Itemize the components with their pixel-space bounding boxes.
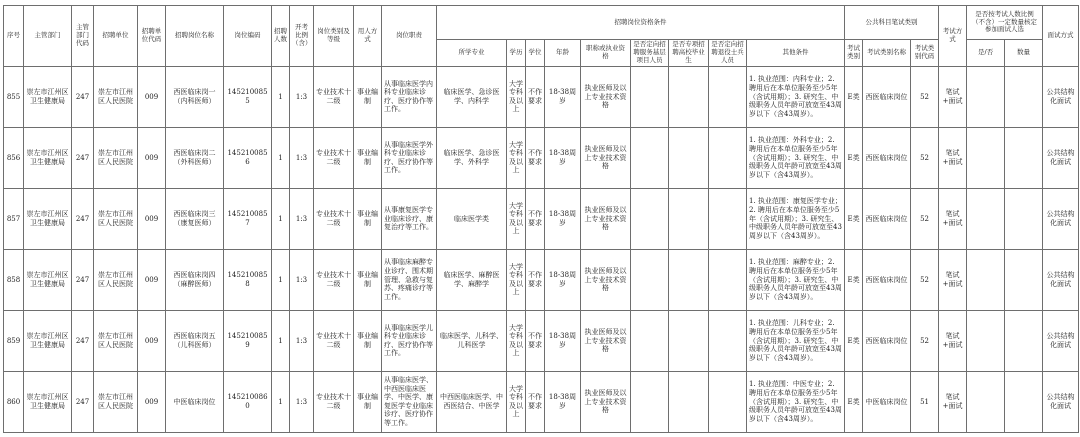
cell-yesno <box>967 127 1005 188</box>
cell-degree: 不作要求 <box>526 249 545 310</box>
cell-major: 临床医学、麻醉医学、麻醉学 <box>437 249 507 310</box>
col-dept-code-header: 主管部门代码 <box>72 6 94 67</box>
cell-yesno <box>967 66 1005 127</box>
cell-q3 <box>709 310 747 371</box>
cell-yesno <box>967 371 1005 432</box>
cell-post-name: 西医临床岗三（康复医师） <box>166 188 224 249</box>
cell-yesno <box>967 310 1005 371</box>
cell-seq: 860 <box>4 371 24 432</box>
table-row <box>4 188 1079 249</box>
col-nature-header: 用人方式 <box>354 6 382 67</box>
cell-unit: 崇左市江州区人民医院 <box>94 188 138 249</box>
cell-major: 临床医学、急诊医学、内科学 <box>437 66 507 127</box>
cell-yesno <box>967 188 1005 249</box>
col-count-header: 招聘人数 <box>272 6 290 67</box>
cell-method: 笔试+面试 <box>939 127 967 188</box>
cell-seq: 858 <box>4 249 24 310</box>
cell-dept-code: 247 <box>72 310 94 371</box>
cell-method: 笔试+面试 <box>939 310 967 371</box>
table-row <box>4 371 1079 432</box>
col-interview-header: 面试方式 <box>1043 6 1079 67</box>
cell-method: 笔试+面试 <box>939 66 967 127</box>
cell-title: 执业医师及以上专业技术资格 <box>581 188 631 249</box>
col-exam-cat-header: 考试类别 <box>845 40 863 67</box>
cell-ratio: 1:3 <box>290 66 314 127</box>
cell-ratio: 1:3 <box>290 310 314 371</box>
exam-group-header: 公共科目笔试类别 <box>845 6 939 40</box>
cell-post-code: 1452100859 <box>224 310 272 371</box>
col-post-code-header: 岗位编码 <box>224 6 272 67</box>
cell-post-level: 专业技术十二级 <box>314 371 354 432</box>
cell-duty: 从事康复医学专业临床诊疗、康复治疗等工作。 <box>382 188 437 249</box>
col-post-name-header: 招聘岗位名称 <box>166 6 224 67</box>
cell-dept: 崇左市江州区卫生健康局 <box>24 310 72 371</box>
qualification-group-header: 招聘岗位资格条件 <box>437 6 845 40</box>
col-age-header: 年龄 <box>545 40 581 67</box>
cell-exam-code: 51 <box>911 371 939 432</box>
cell-post-name: 西医临床岗四（麻醉医师） <box>166 249 224 310</box>
cell-exam-sub: 中医临床岗位 <box>863 371 911 432</box>
cell-age: 18-38周岁 <box>545 127 581 188</box>
cell-nature: 事业编制 <box>354 249 382 310</box>
cell-q2 <box>669 310 709 371</box>
cell-duty: 从事临床医学内科专业临床诊疗、医疗协作等工作。 <box>382 66 437 127</box>
cell-q1 <box>631 127 669 188</box>
cell-interview: 公共结构化面试 <box>1043 310 1079 371</box>
cell-age: 18-38周岁 <box>545 249 581 310</box>
cell-age: 18-38周岁 <box>545 310 581 371</box>
cell-dept-code: 247 <box>72 188 94 249</box>
col-major-header: 所学专业 <box>437 40 507 67</box>
cell-number <box>1005 249 1043 310</box>
col-duty-header: 岗位职责 <box>382 6 437 67</box>
cell-post-name: 中医临床岗位 <box>166 371 224 432</box>
cell-exam-sub: 西医临床岗位 <box>863 66 911 127</box>
cell-post-code: 1452100856 <box>224 127 272 188</box>
cell-interview: 公共结构化面试 <box>1043 66 1079 127</box>
cell-title: 执业医师及以上专业技术资格 <box>581 371 631 432</box>
table-row <box>4 66 1079 127</box>
cell-nature: 事业编制 <box>354 66 382 127</box>
cell-exam-sub: 西医临床岗位 <box>863 310 911 371</box>
cell-exam-code: 52 <box>911 127 939 188</box>
cell-exam-cat: E类 <box>845 310 863 371</box>
cell-dept: 崇左市江州区卫生健康局 <box>24 188 72 249</box>
cell-title: 执业医师及以上专业技术资格 <box>581 310 631 371</box>
cell-exam-cat: E类 <box>845 66 863 127</box>
cell-unit-code: 009 <box>138 371 166 432</box>
table-row <box>4 310 1079 371</box>
cell-major: 临床医学类 <box>437 188 507 249</box>
cell-age: 18-38周岁 <box>545 371 581 432</box>
cell-nature: 事业编制 <box>354 127 382 188</box>
cell-dept-code: 247 <box>72 371 94 432</box>
cell-exam-cat: E类 <box>845 249 863 310</box>
cell-unit: 崇左市江州区人民医院 <box>94 127 138 188</box>
cell-unit-code: 009 <box>138 188 166 249</box>
col-dept-header: 主管部门 <box>24 6 72 67</box>
cell-post-level: 专业技术十二级 <box>314 310 354 371</box>
cell-number <box>1005 127 1043 188</box>
cell-unit: 崇左市江州区人民医院 <box>94 310 138 371</box>
cell-interview: 公共结构化面试 <box>1043 249 1079 310</box>
cell-count: 1 <box>272 188 290 249</box>
cell-title: 执业医师及以上专业技术资格 <box>581 127 631 188</box>
cell-q2 <box>669 188 709 249</box>
cell-post-code: 1452100857 <box>224 188 272 249</box>
cell-interview: 公共结构化面试 <box>1043 127 1079 188</box>
cell-q2 <box>669 127 709 188</box>
cell-number <box>1005 371 1043 432</box>
cell-number <box>1005 66 1043 127</box>
cell-nature: 事业编制 <box>354 371 382 432</box>
cell-seq: 856 <box>4 127 24 188</box>
cell-q1 <box>631 371 669 432</box>
cell-q3 <box>709 371 747 432</box>
cell-seq: 859 <box>4 310 24 371</box>
col-edu-header: 学历 <box>507 40 526 67</box>
cell-edu: 大学专科及以上 <box>507 310 526 371</box>
col-yesno-header: 是/否 <box>967 40 1005 67</box>
cell-degree: 不作要求 <box>526 127 545 188</box>
col-degree-header: 学位 <box>526 40 545 67</box>
cell-duty: 从事临床医学儿科专业临床诊疗、医疗协作等工作。 <box>382 310 437 371</box>
recruitment-table <box>3 5 1079 433</box>
cell-duty: 从事临床医学外科专业临床诊疗、医疗协作等工作。 <box>382 127 437 188</box>
cell-degree: 不作要求 <box>526 310 545 371</box>
cell-count: 1 <box>272 310 290 371</box>
cell-exam-sub: 西医临床岗位 <box>863 249 911 310</box>
cell-other: 1. 执业范围：儿科专业；2. 聘用后在本单位服务至少5年（含试用期）；3. 研究生、中级职务人员年龄可放宽至43周岁以下（含43周岁）。 <box>747 310 845 371</box>
col-unit-header: 招聘单位 <box>94 6 138 67</box>
table-row <box>4 127 1079 188</box>
cell-other: 1. 执业范围：中医专业；2. 聘用后在本单位服务至少5年（含试用期）；3. 研究生、中级职务人员年龄可放宽至43周岁以下（含43周岁）。 <box>747 371 845 432</box>
cell-post-name: 西医临床岗一（内科医师） <box>166 66 224 127</box>
cell-title: 执业医师及以上专业技术资格 <box>581 249 631 310</box>
cell-unit-code: 009 <box>138 310 166 371</box>
cell-q1 <box>631 310 669 371</box>
cell-q1 <box>631 249 669 310</box>
cell-edu: 大学专科及以上 <box>507 371 526 432</box>
cell-exam-sub: 西医临床岗位 <box>863 127 911 188</box>
col-exam-sub-header: 考试类别名称 <box>863 40 911 67</box>
cell-dept: 崇左市江州区卫生健康局 <box>24 371 72 432</box>
cell-seq: 857 <box>4 188 24 249</box>
cell-degree: 不作要求 <box>526 371 545 432</box>
cell-ratio: 1:3 <box>290 127 314 188</box>
col-number-header: 数量 <box>1005 40 1043 67</box>
cell-exam-sub: 西医临床岗位 <box>863 188 911 249</box>
cell-q2 <box>669 371 709 432</box>
col-ratio-header: 开考比例（含） <box>290 6 314 67</box>
cell-number <box>1005 310 1043 371</box>
cell-dept-code: 247 <box>72 249 94 310</box>
cell-exam-code: 52 <box>911 310 939 371</box>
header-row-1 <box>4 6 1079 40</box>
cell-exam-code: 52 <box>911 249 939 310</box>
cell-age: 18-38周岁 <box>545 188 581 249</box>
cell-exam-code: 52 <box>911 66 939 127</box>
cell-dept-code: 247 <box>72 66 94 127</box>
cell-method: 笔试+面试 <box>939 249 967 310</box>
cell-major: 临床医学、急诊医学、外科学 <box>437 127 507 188</box>
cell-q2 <box>669 249 709 310</box>
cell-edu: 大学专科及以上 <box>507 249 526 310</box>
cell-post-code: 1452100858 <box>224 249 272 310</box>
cell-q1 <box>631 66 669 127</box>
cell-unit-code: 009 <box>138 127 166 188</box>
cell-title: 执业医师及以上专业技术资格 <box>581 66 631 127</box>
cell-other: 1. 执业范围：内科专业；2. 聘用后在本单位服务至少5年（含试用期）；3. 研究生、中级职务人员年龄可放宽至43周岁以下（含43周岁）。 <box>747 66 845 127</box>
cell-other: 1. 执业范围：外科专业；2. 聘用后在本单位服务至少5年（含试用期）；3. 研究生、中级职务人员年龄可放宽至43周岁以下（含43周岁）。 <box>747 127 845 188</box>
cell-ratio: 1:3 <box>290 188 314 249</box>
col-exam-code-header: 考试类别代码 <box>911 40 939 67</box>
ratio-group-header: 是否按考试人数比例（不含）一定数量核定参加面试人选 <box>967 6 1043 40</box>
cell-edu: 大学专科及以上 <box>507 127 526 188</box>
col-other-header: 其他条件 <box>747 40 845 67</box>
cell-degree: 不作要求 <box>526 66 545 127</box>
col-unit-code-header: 招聘单位代码 <box>138 6 166 67</box>
cell-number <box>1005 188 1043 249</box>
cell-dept: 崇左市江州区卫生健康局 <box>24 127 72 188</box>
cell-post-level: 专业技术十二级 <box>314 188 354 249</box>
cell-interview: 公共结构化面试 <box>1043 371 1079 432</box>
cell-count: 1 <box>272 127 290 188</box>
cell-q3 <box>709 249 747 310</box>
cell-unit: 崇左市江州区人民医院 <box>94 249 138 310</box>
cell-yesno <box>967 249 1005 310</box>
cell-duty: 从事临床医学、中西医临床医学、中医学、康复医学专业临床诊疗、医疗协作等工作。 <box>382 371 437 432</box>
cell-exam-code: 52 <box>911 188 939 249</box>
cell-degree: 不作要求 <box>526 188 545 249</box>
col-q2-header: 是否专项招聘高校毕业生 <box>669 40 709 67</box>
cell-exam-cat: E类 <box>845 371 863 432</box>
cell-q2 <box>669 66 709 127</box>
col-title-header: 职称或执业资格 <box>581 40 631 67</box>
cell-post-code: 1452100860 <box>224 371 272 432</box>
col-post-level-header: 岗位类别及等级 <box>314 6 354 67</box>
cell-dept-code: 247 <box>72 127 94 188</box>
cell-unit: 崇左市江州区人民医院 <box>94 371 138 432</box>
table-row <box>4 249 1079 310</box>
col-seq-header: 序号 <box>4 6 24 67</box>
cell-other: 1. 执业范围：麻醉专业；2. 聘用后在本单位服务至少5年（含试用期）；3. 研究生、中级职务人员年龄可放宽至43周岁以下（含43周岁）。 <box>747 249 845 310</box>
cell-exam-cat: E类 <box>845 188 863 249</box>
cell-nature: 事业编制 <box>354 310 382 371</box>
cell-dept: 崇左市江州区卫生健康局 <box>24 66 72 127</box>
cell-seq: 855 <box>4 66 24 127</box>
cell-count: 1 <box>272 249 290 310</box>
cell-q1 <box>631 188 669 249</box>
cell-duty: 从事临床麻醉专业诊疗、围术期管理、急救与复苏、疼痛诊疗等工作。 <box>382 249 437 310</box>
cell-unit-code: 009 <box>138 249 166 310</box>
cell-q3 <box>709 188 747 249</box>
cell-age: 18-38周岁 <box>545 66 581 127</box>
cell-post-level: 专业技术十二级 <box>314 66 354 127</box>
cell-nature: 事业编制 <box>354 188 382 249</box>
cell-major: 中西医临床医学、中西医结合、中医学 <box>437 371 507 432</box>
cell-exam-cat: E类 <box>845 127 863 188</box>
cell-post-code: 1452100855 <box>224 66 272 127</box>
cell-q3 <box>709 127 747 188</box>
cell-method: 笔试+面试 <box>939 371 967 432</box>
col-q1-header: 是否定向招聘服务基层项目人员 <box>631 40 669 67</box>
cell-unit-code: 009 <box>138 66 166 127</box>
cell-post-name: 西医临床岗二（外科医师） <box>166 127 224 188</box>
cell-count: 1 <box>272 371 290 432</box>
cell-method: 笔试+面试 <box>939 188 967 249</box>
cell-post-level: 专业技术十二级 <box>314 127 354 188</box>
cell-dept: 崇左市江州区卫生健康局 <box>24 249 72 310</box>
col-q3-header: 是否定向招聘退役士兵人员 <box>709 40 747 67</box>
cell-edu: 大学专科及以上 <box>507 188 526 249</box>
cell-major: 临床医学、儿科学、儿科医学 <box>437 310 507 371</box>
cell-post-name: 西医临床岗五（儿科医师） <box>166 310 224 371</box>
cell-edu: 大学专科及以上 <box>507 66 526 127</box>
cell-ratio: 1:3 <box>290 371 314 432</box>
cell-count: 1 <box>272 66 290 127</box>
col-method-header: 考试方式 <box>939 6 967 67</box>
cell-other: 1. 执业范围：康复医学专业；2. 聘用后在本单位服务至少5年（含试用期）；3. 研究生、中级职务人员年龄可放宽至43周岁以下（含43周岁）。 <box>747 188 845 249</box>
cell-post-level: 专业技术十二级 <box>314 249 354 310</box>
cell-q3 <box>709 66 747 127</box>
cell-interview: 公共结构化面试 <box>1043 188 1079 249</box>
cell-unit: 崇左市江州区人民医院 <box>94 66 138 127</box>
cell-ratio: 1:3 <box>290 249 314 310</box>
